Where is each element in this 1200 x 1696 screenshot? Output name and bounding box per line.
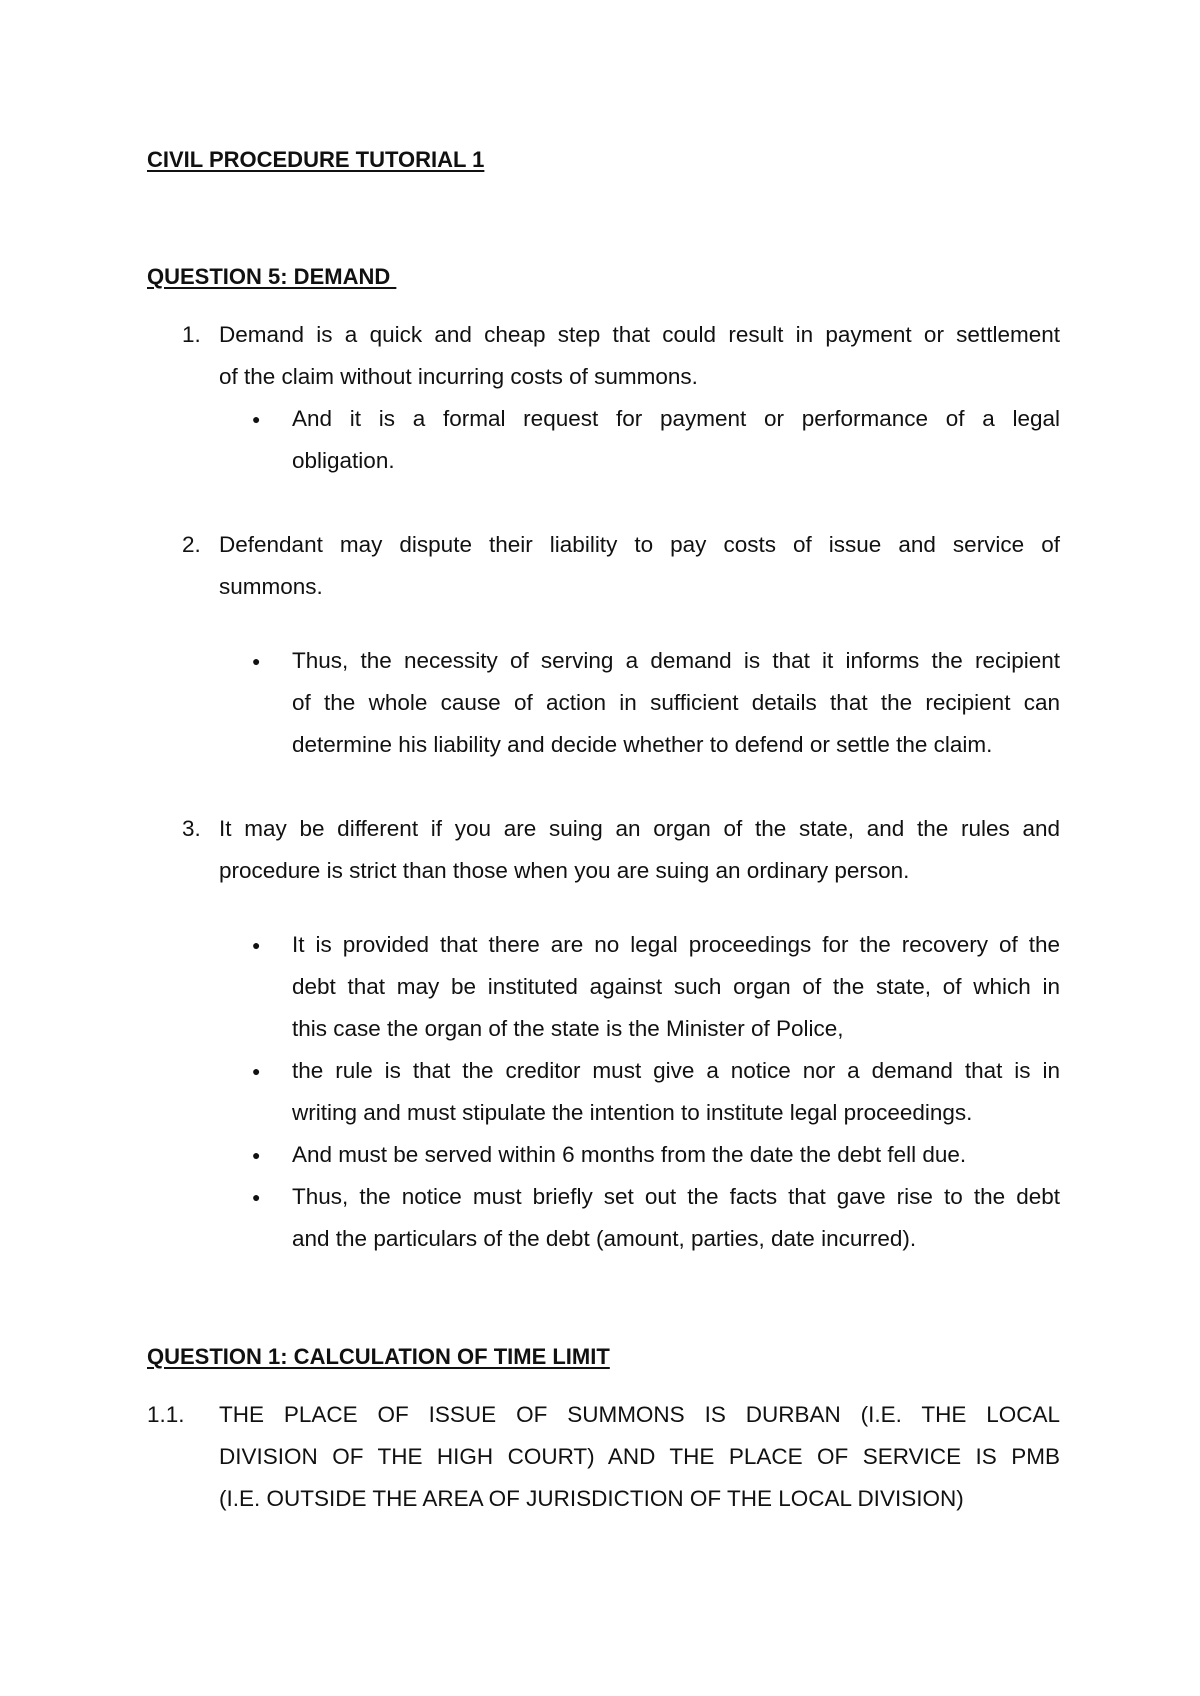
bullet-line: Thus, the necessity of serving a demand is that it informs the recipient [292, 648, 1060, 673]
bullet-line: obligation. [292, 448, 395, 473]
list-item-line: Defendant may dispute their liability to pay costs of issue and service of [219, 532, 1060, 557]
list-item-line: Demand is a quick and cheap step that could result in payment or settlement [219, 322, 1060, 347]
list-item-line: It may be different if you are suing an organ of the state, and the rules and [219, 816, 1060, 841]
list-number: 3. [182, 816, 201, 841]
bullet-line: this case the organ of the state is the Minister of Police, [292, 1016, 844, 1041]
bullet-line: and the particulars of the debt (amount, parties, date incurred). [292, 1226, 917, 1251]
bullet-icon: ● [252, 1063, 261, 1079]
bullet-icon: ● [252, 937, 261, 953]
bullet-line: And it is a formal request for payment or performance of a legal [292, 406, 1060, 431]
bullet-line: writing and must stipulate the intention to institute legal proceedings. [292, 1100, 973, 1125]
list-item-line: of the claim without incurring costs of summons. [219, 364, 698, 389]
section-heading-question-5: QUESTION 5: DEMAND [147, 264, 397, 289]
bullet-line: the rule is that the creditor must give a notice nor a demand that is in [292, 1058, 1060, 1083]
bullet-line: It is provided that there are no legal proceedings for the recovery of the [292, 932, 1060, 957]
bullet-line: of the whole cause of action in sufficient details that the recipient can [292, 690, 1060, 715]
bullet-icon: ● [252, 411, 261, 427]
bullet-icon: ● [252, 1189, 261, 1205]
list-item-line: THE PLACE OF ISSUE OF SUMMONS IS DURBAN (I.E. THE LOCAL [219, 1402, 1060, 1427]
document-title: CIVIL PROCEDURE TUTORIAL 1 [147, 147, 485, 172]
list-item-line: procedure is strict than those when you are suing an ordinary person. [219, 858, 910, 883]
list-number: 1.1. [147, 1402, 185, 1427]
list-item-line: summons. [219, 574, 323, 599]
list-item-line: (I.E. OUTSIDE THE AREA OF JURISDICTION OF THE LOCAL DIVISION) [219, 1486, 964, 1511]
list-number: 1. [182, 322, 201, 347]
list-item-line: DIVISION OF THE HIGH COURT) AND THE PLACE OF SERVICE IS PMB [219, 1444, 1060, 1469]
section-heading-question-1: QUESTION 1: CALCULATION OF TIME LIMIT [147, 1344, 610, 1369]
bullet-line: Thus, the notice must briefly set out the facts that gave rise to the debt [292, 1184, 1060, 1209]
list-number: 2. [182, 532, 201, 557]
bullet-line: And must be served within 6 months from the date the debt fell due. [292, 1142, 967, 1167]
bullet-line: debt that may be instituted against such organ of the state, of which in [292, 974, 1060, 999]
bullet-line: determine his liability and decide whether to defend or settle the claim. [292, 732, 993, 757]
bullet-icon: ● [252, 653, 261, 669]
bullet-icon: ● [252, 1147, 261, 1163]
